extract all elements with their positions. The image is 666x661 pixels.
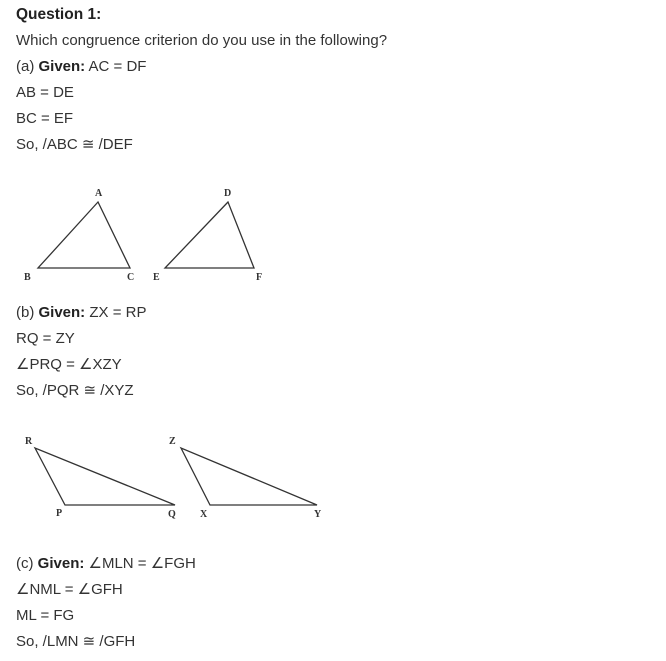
vertex-y-label: Y [314,509,322,520]
part-a-given-label: Given: [38,58,86,75]
part-c-label: (c) [16,555,38,572]
part-b-label: (b) [16,304,39,321]
part-a-line3: BC = EF [16,110,74,127]
part-c-given-line [16,555,196,573]
triangle-abc [38,202,130,268]
part-c-line3: ML = FG [16,607,75,624]
vertex-x-label: X [200,509,208,520]
part-c-conclusion: So, /LMN ≅ /GFH [16,633,136,650]
vertex-f-label: F [256,272,263,283]
vertex-a-label: A [95,188,103,199]
question-prompt: Which congruence criterion do you use in the following? [16,32,388,49]
vertex-q-label: Q [168,509,176,520]
vertex-z-label: Z [169,436,176,447]
triangle-pqr [35,448,175,505]
vertex-e-label: E [153,272,160,283]
vertex-d-label: D [224,188,232,199]
part-b-line3: ∠PRQ = ∠XZY [16,356,122,373]
vertex-p-label: P [56,508,63,519]
part-b-given-label: Given: [38,304,86,321]
part-c-given-label: Given: [37,555,85,572]
part-a-given-value: AC = DF [85,58,147,75]
part-a-label: (a) [16,58,39,75]
question-heading: Question 1: [16,6,102,23]
triangle-xyz [181,448,317,505]
part-b-given-line [16,304,146,322]
part-b-given-value: ZX = RP [85,304,147,321]
vertex-r-label: R [25,436,33,447]
vertex-b-label: B [24,272,31,283]
part-c-line2: ∠NML = ∠GFH [16,581,123,598]
part-a-figure [0,180,300,290]
part-b-figure [0,430,340,525]
triangle-def [165,202,254,268]
part-a-conclusion: So, /ABC ≅ /DEF [16,136,133,153]
part-c-given-value: ∠MLN = ∠FGH [84,555,196,572]
part-a-line2: AB = DE [16,84,74,101]
part-a-given-line [16,58,146,76]
vertex-c-label: C [127,272,135,283]
part-b-conclusion: So, /PQR ≅ /XYZ [16,382,134,399]
part-b-line2: RQ = ZY [16,330,75,347]
